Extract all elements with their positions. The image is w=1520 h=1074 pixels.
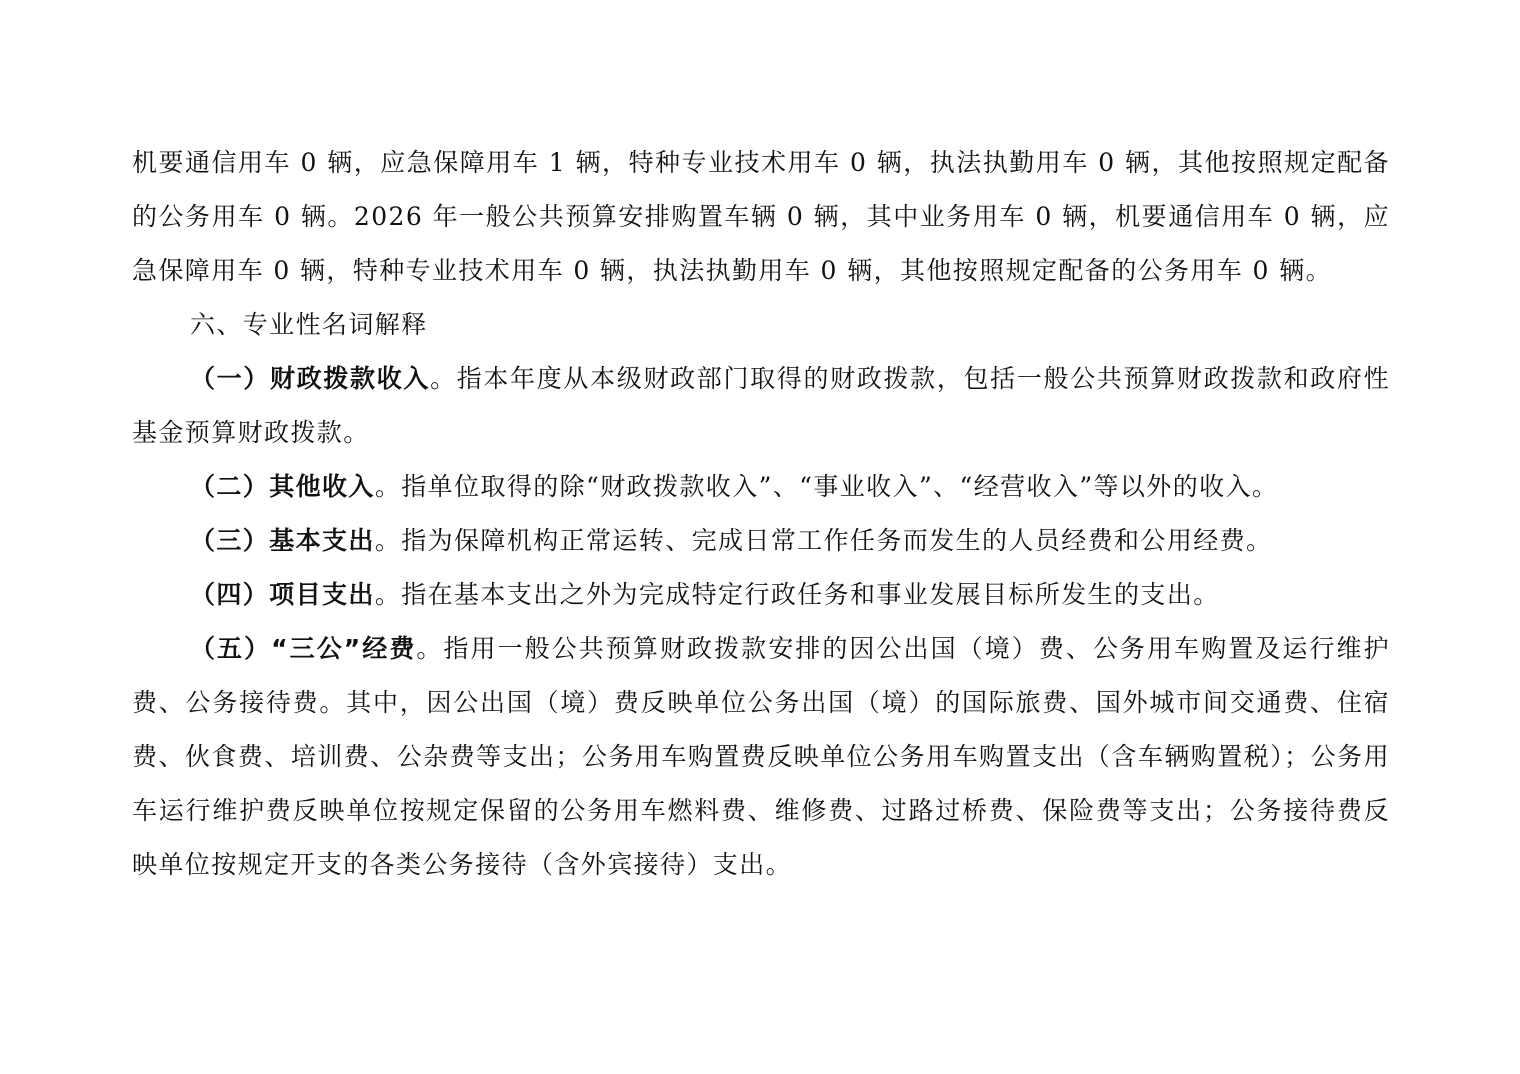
definition-term: （四）项目支出 — [190, 580, 375, 609]
definition-paragraph — [132, 352, 1390, 460]
definition-paragraph — [132, 514, 1390, 568]
definition-paragraph — [132, 460, 1390, 514]
definition-paragraph — [132, 568, 1390, 622]
definition-term: （一）财政拨款收入 — [190, 364, 431, 393]
definition-text: 。指本年度从本级财政部门取得的财政拨款，包括一般公共预算财政拨款和政府性基金预算财政拨款。 — [132, 364, 1390, 447]
definition-term: （二）其他收入 — [190, 472, 375, 501]
definition-text: 。指在基本支出之外为完成特定行政任务和事业发展目标所发生的支出。 — [374, 580, 1220, 609]
definition-term: （五）“三公”经费 — [190, 634, 417, 663]
definition-text: 。指用一般公共预算财政拨款安排的因公出国（境）费、公务用车购置及运行维护费、公务接待费。其中，因公出国（境）费反映单位公务出国（境）的国际旅费、国外城市间交通费、住宿费、伙食费、培训费、公杂费等支出；公务用车购置费反映单位公务用车购置支出（含车辆购置税）；公务用车运行维护费反映单位按规定保留的公务用车燃料费、维修费、过路过桥费、保险费等支出；公务接待费反映单位按规定开支的各类公务接待（含外宾接待）支出。 — [132, 634, 1390, 879]
vehicle-paragraph: 机要通信用车 0 辆，应急保障用车 1 辆，特种专业技术用车 0 辆，执法执勤用车 0 辆，其他按照规定配备的公务用车 0 辆。2026 年一般公共预算安排购置车辆 0 辆，其中业务用车 0 辆，机要通信用车 0 辆，应急保障用车 0 辆，特种专业技术用车 0 辆，执法执勤用车 0 辆，其他按照规定配备的公务用车 0 辆。 — [132, 148, 1390, 285]
document-body — [132, 136, 1390, 892]
definition-term: （三）基本支出 — [190, 526, 375, 555]
definition-paragraph — [132, 622, 1390, 892]
definition-text: 。指单位取得的除“财政拨款收入”、“事业收入”、“经营收入”等以外的收入。 — [374, 472, 1279, 501]
section-heading: 六、专业性名词解释 — [190, 310, 428, 339]
definition-text: 。指为保障机构正常运转、完成日常工作任务而发生的人员经费和公用经费。 — [374, 526, 1273, 555]
